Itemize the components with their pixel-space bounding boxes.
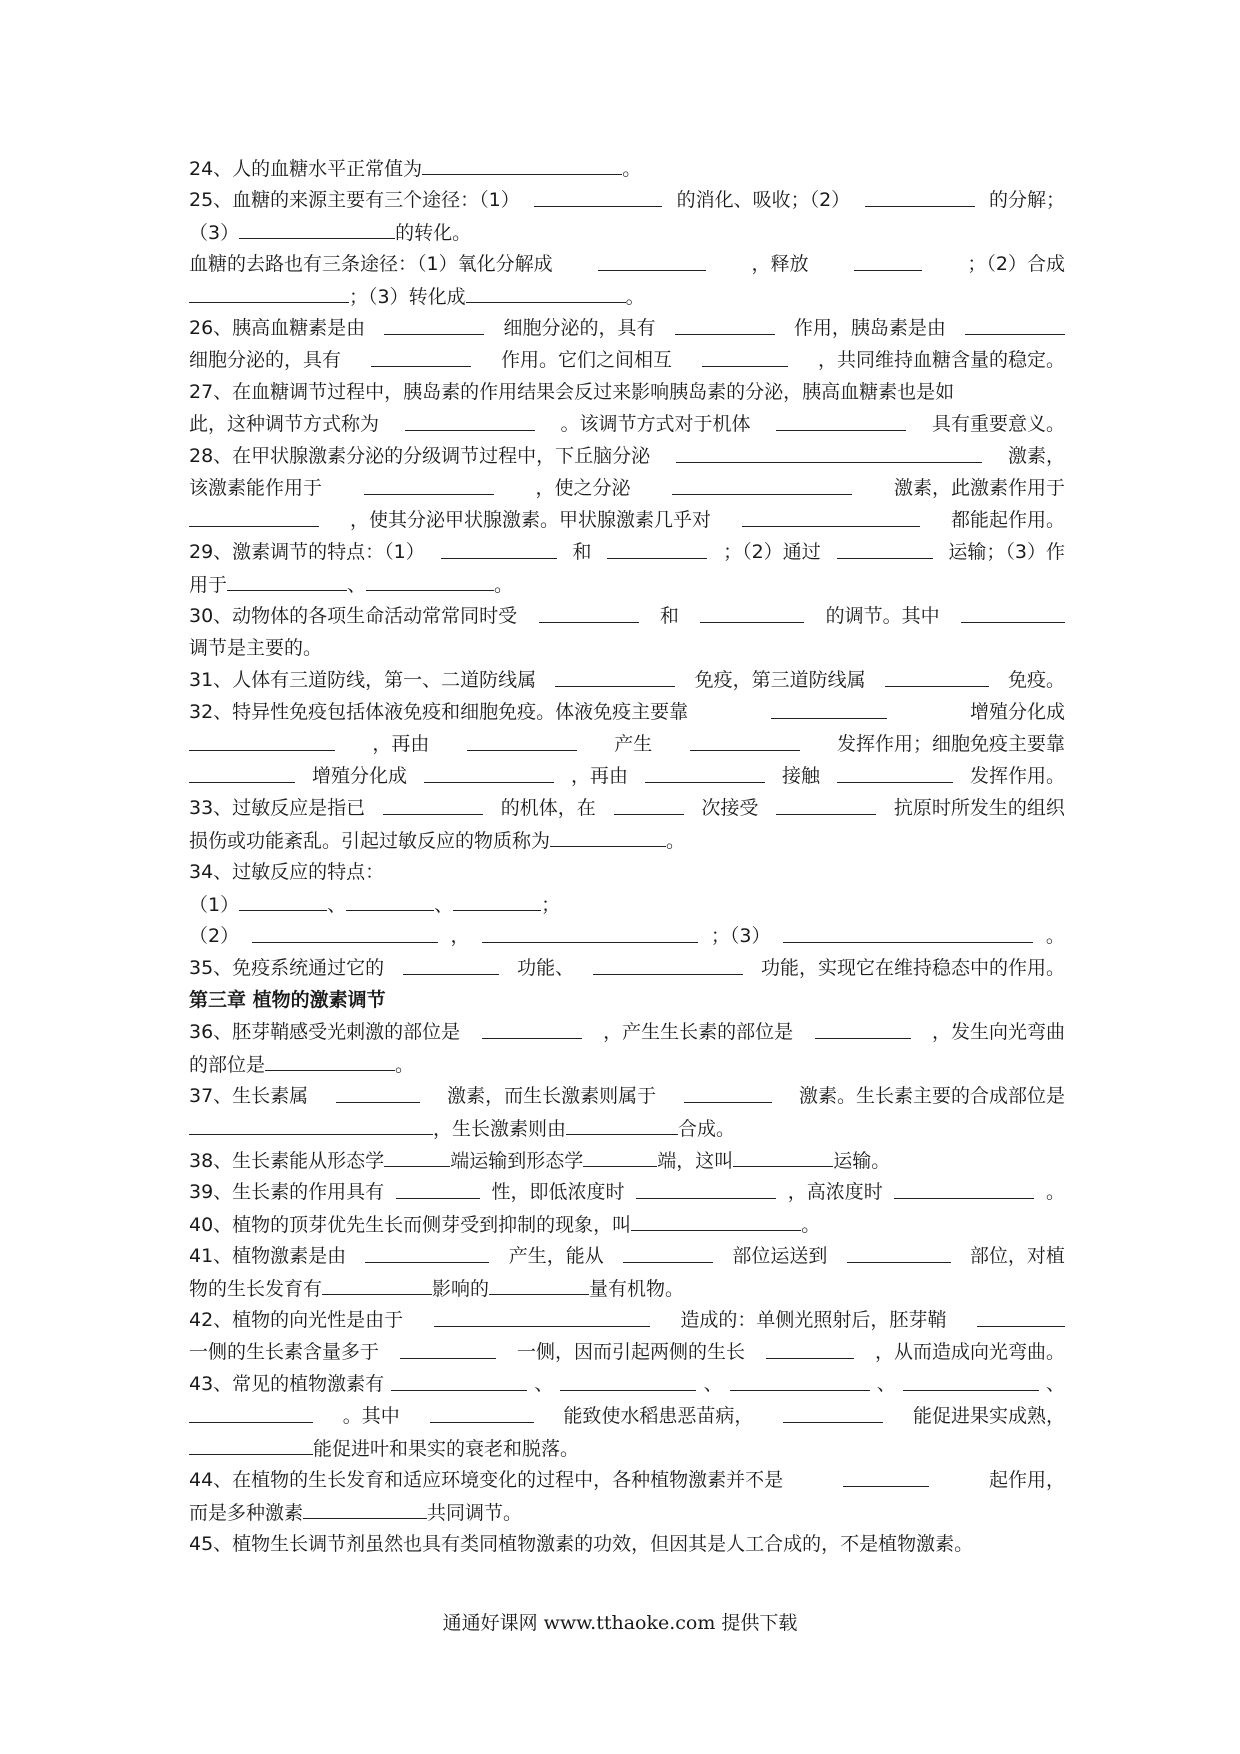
question-text: ；: [541, 894, 561, 916]
question-text: 激素。生长素主要的合成部位是: [798, 1085, 1065, 1107]
question-text: 造成的：单侧光照射后，胚芽鞘: [680, 1309, 947, 1331]
answer-blank: [403, 952, 499, 975]
answer-blank: [566, 1112, 678, 1135]
question-text: 用于: [189, 574, 228, 596]
question-text: 43、常见的植物激素有: [189, 1373, 385, 1395]
question-text: 运输。: [833, 1150, 891, 1172]
question-text: ，共同维持血糖含量的稳定。: [817, 349, 1065, 371]
answer-blank: [598, 248, 706, 271]
answer-blank: [365, 1240, 489, 1263]
answer-blank: [383, 792, 483, 815]
question-text: 45、植物生长调节剂虽然也具有类同植物激素的功效，但因其是人工合成的，不是植物激素。: [189, 1533, 974, 1555]
answer-blank: [539, 600, 639, 623]
question-text: 次接受: [701, 797, 759, 819]
question-text: 损伤或功能紊乱。引起过敏反应的物质称为: [189, 830, 551, 852]
question-text: 。: [1045, 1181, 1065, 1203]
question-line: [189, 1464, 1065, 1496]
question-line: [189, 408, 1065, 440]
answer-blank: [384, 312, 484, 335]
question-line: [189, 1400, 1065, 1432]
question-text: 的分解；: [988, 189, 1065, 211]
question-line: [189, 728, 1065, 760]
answer-blank: [700, 600, 804, 623]
question-text: 35、免疫系统通过它的: [189, 957, 385, 979]
answer-blank: [303, 1496, 427, 1519]
question-line: [189, 568, 1065, 600]
question-text: ，产生生长素的部位是: [603, 1021, 794, 1043]
question-text: ，发生向光弯曲: [931, 1021, 1065, 1043]
question-line: [189, 376, 1065, 408]
answer-blank: [189, 760, 295, 783]
question-text: 36、胚芽鞘感受光刺激的部位是: [189, 1021, 461, 1043]
question-text: ，使之分泌: [535, 477, 631, 499]
answer-blank: [252, 920, 438, 943]
answer-blank: [322, 1272, 432, 1295]
question-text: 42、植物的向光性是由于: [189, 1309, 404, 1331]
answer-blank: [189, 1112, 433, 1135]
question-text: 接触: [781, 765, 820, 787]
question-line: [189, 856, 1065, 888]
question-text: 部位运送到: [732, 1245, 828, 1267]
question-text: ，释放: [751, 253, 809, 275]
question-text: 免疫。: [1007, 669, 1065, 691]
question-text: 、: [327, 894, 347, 916]
question-text: 端，这叫: [657, 1150, 734, 1172]
answer-blank: [396, 1176, 480, 1199]
question-text: 40、植物的顶芽优先生长而侧芽受到抑制的现象，叫: [189, 1214, 632, 1236]
question-line: [189, 1048, 1065, 1080]
answer-blank: [430, 1400, 534, 1423]
question-text: 具有重要意义。: [931, 413, 1065, 435]
question-text: 发挥作用；细胞免疫主要靠: [836, 733, 1065, 755]
question-text: ，再由: [372, 733, 430, 755]
question-text: 26、胰高血糖素是由: [189, 317, 366, 339]
answer-blank: [783, 920, 1033, 943]
answer-blank: [189, 728, 335, 751]
answer-blank: [189, 1432, 313, 1455]
question-line: [189, 1112, 1065, 1144]
question-text: 。该调节方式对于机体: [560, 413, 751, 435]
question-text: 共同调节。: [427, 1502, 523, 1524]
question-line: [189, 1432, 1065, 1464]
question-line: [189, 184, 1065, 216]
answer-blank: [434, 1304, 650, 1327]
question-text: （3）: [189, 222, 240, 244]
question-text: 25、血糖的来源主要有三个途径：（1）: [189, 189, 520, 211]
question-text: 24、人的血糖水平正常值为: [189, 158, 423, 180]
answer-blank: [489, 1272, 589, 1295]
worksheet-body: [189, 152, 1065, 1560]
question-text: 38、生长素能从形态学: [189, 1150, 385, 1172]
answer-blank: [776, 408, 906, 431]
question-text: 细胞分泌的，具有: [503, 317, 656, 339]
question-line: [189, 344, 1065, 376]
answer-blank: [189, 1400, 313, 1423]
question-text: 而是多种激素: [189, 1502, 304, 1524]
question-line: [189, 1336, 1065, 1368]
question-text: 起作用，: [988, 1469, 1065, 1491]
question-text: ，使其分泌甲状腺激素。甲状腺激素几乎对: [349, 509, 711, 531]
question-text: （1）: [189, 894, 240, 916]
question-line: [189, 440, 1065, 472]
answer-blank: [730, 1368, 870, 1391]
question-text: 39、生长素的作用具有: [189, 1181, 385, 1203]
answer-blank: [903, 1368, 1039, 1391]
question-line: [189, 760, 1065, 792]
question-line: [189, 600, 1065, 632]
question-text: ，从而造成向光弯曲。: [874, 1341, 1065, 1363]
question-line: [189, 664, 1065, 696]
answer-blank: [482, 1016, 582, 1039]
question-line: [189, 1176, 1065, 1208]
answer-blank: [583, 1144, 657, 1167]
question-line: [189, 632, 1065, 664]
answer-blank: [675, 312, 775, 335]
answer-blank: [227, 568, 347, 591]
question-text: 32、特异性免疫包括体液免疫和细胞免疫。体液免疫主要靠: [189, 701, 689, 723]
answer-blank: [239, 888, 327, 911]
question-text: 。: [625, 286, 645, 308]
question-text: 的机体，在: [500, 797, 596, 819]
question-line: [189, 1304, 1065, 1336]
answer-blank: [555, 664, 675, 687]
question-text: 此，这种调节方式称为: [189, 413, 380, 435]
question-text: 激素，: [1007, 445, 1065, 467]
question-text: 的消化、吸收；（2）: [676, 189, 851, 211]
question-text: 、: [534, 1373, 554, 1395]
answer-blank: [467, 728, 577, 751]
answer-blank: [837, 760, 953, 783]
question-text: 端运输到形态学: [450, 1150, 584, 1172]
question-text: 功能，实现它在维持稳态中的作用。: [760, 957, 1065, 979]
question-text: 和: [659, 605, 679, 627]
answer-blank: [623, 1240, 713, 1263]
answer-blank: [336, 1080, 420, 1103]
question-text: 31、人体有三道防线，第一、二道防线属: [189, 669, 537, 691]
question-text: 34、过敏反应的特点：: [189, 861, 385, 883]
answer-blank: [690, 728, 800, 751]
answer-blank: [346, 888, 434, 911]
question-text: ，: [450, 925, 470, 947]
question-text: 增殖分化成: [969, 701, 1065, 723]
question-text: 产生，能从: [508, 1245, 604, 1267]
question-text: ，生长激素则由: [433, 1118, 567, 1140]
answer-blank: [400, 1336, 496, 1359]
answer-blank: [631, 1208, 801, 1231]
question-line: [189, 1240, 1065, 1272]
question-text: 部位，对植: [969, 1245, 1065, 1267]
answer-blank: [766, 1336, 854, 1359]
question-line: [189, 472, 1065, 504]
answer-blank: [189, 504, 319, 527]
answer-blank: [645, 760, 765, 783]
question-text: 功能、: [517, 957, 575, 979]
question-line: [189, 1080, 1065, 1112]
question-text: 一侧，因而引起两侧的生长: [516, 1341, 745, 1363]
question-text: 。: [494, 574, 514, 596]
question-text: 和: [572, 541, 592, 563]
question-line: [189, 792, 1065, 824]
question-text: 能促进叶和果实的衰老和脱落。: [313, 1438, 580, 1460]
answer-blank: [961, 600, 1065, 623]
question-line: [189, 1272, 1065, 1304]
question-line: [189, 952, 1065, 984]
answer-blank: [265, 1048, 395, 1071]
answer-blank: [776, 792, 876, 815]
chapter-heading: [189, 984, 1065, 1016]
answer-blank: [239, 216, 395, 239]
question-text: 血糖的去路也有三条途径：（1）氧化分解成: [189, 253, 553, 275]
question-text: 影响的: [432, 1278, 490, 1300]
question-text: 。: [395, 1054, 415, 1076]
question-text: 合成。: [678, 1118, 736, 1140]
question-text: ；（3）: [710, 925, 771, 947]
question-text: 激素，而生长激素则属于: [447, 1085, 657, 1107]
question-text: 、: [347, 574, 367, 596]
answer-blank: [614, 792, 684, 815]
question-text: 27、在血糖调节过程中，胰岛素的作用结果会反过来影响胰岛素的分泌，胰高血糖素也是如: [189, 381, 955, 403]
answer-blank: [189, 280, 349, 303]
answer-blank: [405, 408, 535, 431]
answer-blank: [560, 1368, 696, 1391]
question-text: 一侧的生长素含量多于: [189, 1341, 380, 1363]
question-text: 28、在甲状腺激素分泌的分级调节过程中，下丘脑分泌: [189, 445, 651, 467]
chapter-title: 第三章 植物的激素调节: [189, 989, 386, 1011]
question-text: 作用，胰岛素是由: [793, 317, 946, 339]
answer-blank: [441, 536, 557, 559]
question-line: [189, 312, 1065, 344]
answer-blank: [391, 1368, 527, 1391]
answer-blank: [771, 696, 887, 719]
question-text: （2）: [189, 925, 240, 947]
answer-blank: [733, 1144, 833, 1167]
answer-blank: [422, 152, 622, 175]
answer-blank: [371, 344, 471, 367]
answer-blank: [815, 1016, 911, 1039]
question-text: 的转化。: [395, 222, 472, 244]
answer-blank: [837, 536, 933, 559]
question-text: 。: [1045, 925, 1065, 947]
answer-blank: [843, 1464, 929, 1487]
answer-blank: [366, 568, 494, 591]
question-text: 性，即低浓度时: [491, 1181, 625, 1203]
question-text: 30、动物体的各项生命活动常常同时受: [189, 605, 518, 627]
question-text: 、: [703, 1373, 723, 1395]
answer-blank: [854, 248, 922, 271]
answer-blank: [364, 472, 494, 495]
question-line: [189, 824, 1065, 856]
question-text: 产生: [614, 733, 653, 755]
question-text: 免疫，第三道防线属: [694, 669, 866, 691]
question-text: 能促进果实成熟，: [912, 1405, 1065, 1427]
answer-blank: [742, 504, 920, 527]
question-text: 33、过敏反应是指已: [189, 797, 366, 819]
answer-blank: [636, 1176, 776, 1199]
question-text: 37、生长素属: [189, 1085, 309, 1107]
question-text: 、: [434, 894, 454, 916]
question-line: [189, 216, 1065, 248]
question-text: 发挥作用。: [969, 765, 1065, 787]
question-text: 。: [622, 158, 642, 180]
question-text: 的部位是: [189, 1054, 266, 1076]
question-text: 增殖分化成: [311, 765, 407, 787]
question-line: [189, 280, 1065, 312]
question-text: 抗原时所发生的组织: [893, 797, 1065, 819]
question-line: [189, 696, 1065, 728]
question-text: 都能起作用。: [950, 509, 1065, 531]
question-text: 能致使水稻患恶苗病，: [563, 1405, 754, 1427]
question-text: 激素，此激素作用于: [893, 477, 1065, 499]
answer-blank: [607, 536, 707, 559]
page-footer: 通通好课网 www.tthaoke.com 提供下载: [442, 1612, 798, 1634]
answer-blank: [885, 664, 989, 687]
question-text: 调节是主要的。: [189, 637, 323, 659]
answer-blank: [384, 1144, 450, 1167]
answer-blank: [593, 952, 743, 975]
answer-blank: [466, 280, 626, 303]
question-text: 物的生长发育有: [189, 1278, 323, 1300]
question-text: 44、在植物的生长发育和适应环境变化的过程中，各种植物激素并不是: [189, 1469, 784, 1491]
question-line: [189, 1368, 1065, 1400]
question-line: [189, 1144, 1065, 1176]
question-line: [189, 1016, 1065, 1048]
answer-blank: [534, 184, 662, 207]
answer-blank: [965, 312, 1065, 335]
question-text: 量有机物。: [589, 1278, 685, 1300]
answer-blank: [894, 1176, 1034, 1199]
question-text: 。: [801, 1214, 821, 1236]
question-text: 作用。它们之间相互: [500, 349, 672, 371]
question-line: [189, 152, 1065, 184]
question-text: ；（2）通过: [723, 541, 821, 563]
question-line: [189, 1528, 1065, 1560]
question-text: 。其中: [342, 1405, 400, 1427]
answer-blank: [702, 344, 788, 367]
question-text: 41、植物激素是由: [189, 1245, 347, 1267]
question-text: 细胞分泌的，具有: [189, 349, 342, 371]
question-text: ，再由: [570, 765, 628, 787]
answer-blank: [453, 888, 541, 911]
question-text: 、: [1045, 1373, 1065, 1395]
answer-blank: [865, 184, 975, 207]
question-text: 。: [666, 830, 686, 852]
answer-blank: [672, 472, 852, 495]
answer-blank: [847, 1240, 951, 1263]
question-text: ；（2）合成: [967, 253, 1065, 275]
answer-blank: [676, 440, 982, 463]
question-line: [189, 1208, 1065, 1240]
answer-blank: [783, 1400, 883, 1423]
question-text: 的调节。其中: [825, 605, 940, 627]
answer-blank: [424, 760, 554, 783]
answer-blank: [550, 824, 666, 847]
question-line: [189, 504, 1065, 536]
question-line: [189, 536, 1065, 568]
question-line: [189, 248, 1065, 280]
question-text: ，高浓度时: [787, 1181, 883, 1203]
question-line: [189, 920, 1065, 952]
question-line: [189, 1496, 1065, 1528]
question-text: 该激素能作用于: [189, 477, 323, 499]
question-text: 运输；（3）作: [948, 541, 1065, 563]
question-text: 、: [876, 1373, 896, 1395]
question-text: 29、激素调节的特点：（1）: [189, 541, 425, 563]
question-line: [189, 888, 1065, 920]
answer-blank: [482, 920, 698, 943]
answer-blank: [977, 1304, 1065, 1327]
answer-blank: [684, 1080, 772, 1103]
question-text: ；（3）转化成: [349, 286, 466, 308]
